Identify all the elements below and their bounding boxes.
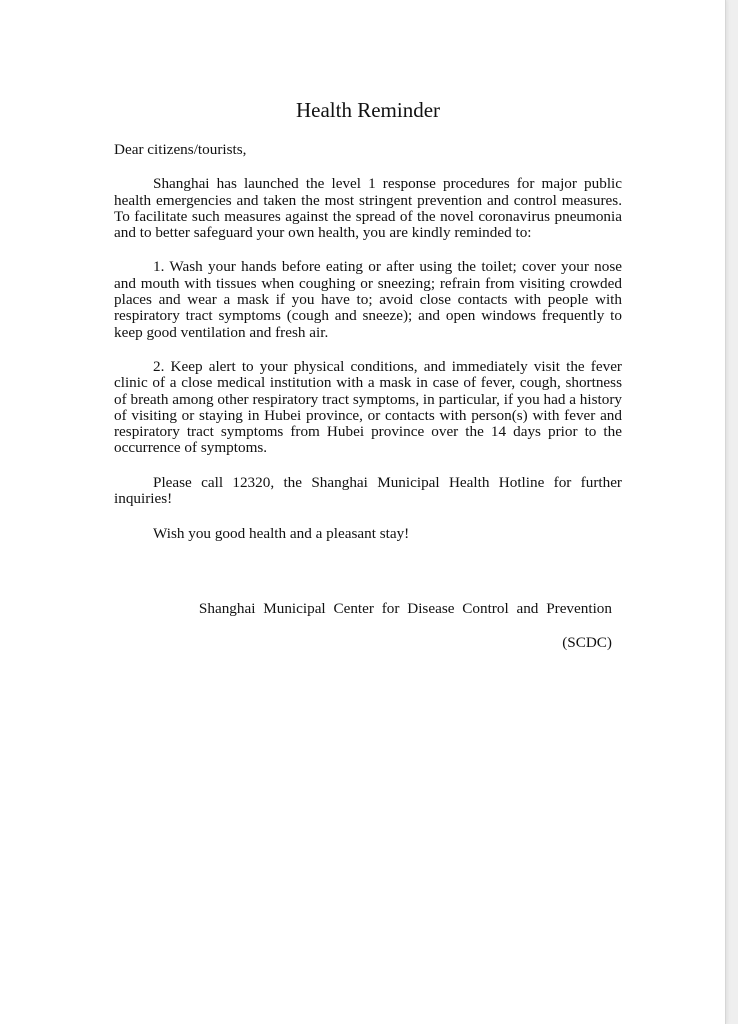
- salutation: Dear citizens/tourists,: [114, 141, 247, 158]
- reminder-item-1: 1. Wash your hands before eating or after using the toilet; cover your nose and mouth with tissues when coughing or sneezing; refrain from visiting crowded places and wear a mask if you have to; avoid close contacts with people with respiratory tract symptoms (cough and sneeze); and open windows frequently to keep good ventilation and fresh air.: [114, 258, 622, 341]
- closing-wish: Wish you good health and a pleasant stay!: [153, 525, 410, 543]
- hotline-paragraph: Please call 12320, the Shanghai Municipal Health Hotline for further inquiries!: [114, 473, 622, 508]
- signature-abbreviation: (SCDC): [562, 633, 612, 651]
- intro-paragraph: Shanghai has launched the level 1 response procedures for major public health emergencies and taken the most stringent prevention and control measures. To facilitate such measures against the spread of the novel coronavirus pneumonia and to better safeguard your own health, you are kindly reminded to:: [114, 175, 622, 242]
- page-edge: [725, 0, 726, 1024]
- document-title: Health Reminder: [295, 98, 441, 122]
- signature: Shanghai Municipal Center for Disease Control and Prevention: [198, 599, 612, 617]
- reminder-item-2: 2. Keep alert to your physical conditions, and immediately visit the fever clinic of a close medical institution with a mask in case of fever, cough, shortness of breath among other respiratory tract symptoms, in particular, if you had a history of visiting or staying in Hubei province, or contacts with person(s) with fever and respiratory tract symptoms from Hubei province over the 14 days prior to the occurrence of symptoms.: [114, 357, 622, 457]
- document-body: [114, 96, 622, 666]
